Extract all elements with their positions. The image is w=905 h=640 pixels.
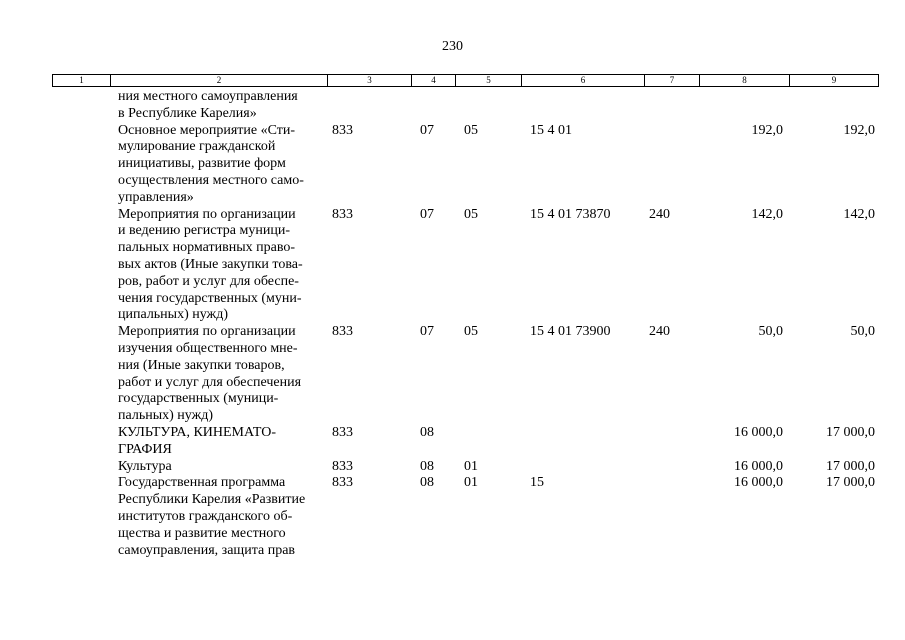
header-col-8: 8 [700,75,790,86]
table-body [52,89,879,559]
cell-c5: 01 [464,475,478,491]
row-name-line: ров, работ и услуг для обеспе- [118,273,299,289]
cell-c8: 16 000,0 [734,475,783,491]
table-row [52,89,879,123]
cell-c9: 17 000,0 [826,424,875,440]
cell-c6: 15 [530,475,544,491]
row-name [118,425,328,459]
cell-c3: 833 [332,122,353,138]
header-col-3: 3 [328,75,412,86]
row-name-line: Республики Карелия «Развитие [118,492,306,508]
cell-c4: 08 [420,475,434,491]
row-name-line: ния (Иные закупки товаров, [118,357,285,373]
page-number: 230 [442,39,463,54]
cell-c4: 08 [420,458,434,474]
row-name [118,475,328,559]
cell-c3: 833 [332,475,353,491]
cell-c9: 50,0 [850,324,875,340]
cell-c8: 50,0 [758,324,783,340]
row-name [118,324,328,425]
header-col-2: 2 [111,75,328,86]
header-col-9: 9 [831,75,837,85]
table-row [52,475,879,559]
cell-c3: 833 [332,324,353,340]
cell-c6: 15 4 01 [530,122,572,138]
cell-c3: 833 [332,206,353,222]
row-name [118,459,328,476]
cell-c7: 240 [649,206,670,222]
cell-c6: 15 4 01 73870 [530,206,611,222]
row-name-line: Мероприятия по организации [118,324,296,340]
cell-c4: 07 [420,122,434,138]
row-name-line: и ведению регистра муници- [118,223,290,239]
row-name-line: КУЛЬТУРА, КИНЕМАТО- [118,424,277,440]
row-name-line: осуществления местного само- [118,172,304,188]
cell-c5: 05 [464,122,478,138]
header-col-6: 6 [522,75,645,86]
cell-c9: 192,0 [843,122,875,138]
cell-c5: 01 [464,458,478,474]
cell-c9: 17 000,0 [826,458,875,474]
table-header-row [52,74,879,87]
table-row [52,459,879,476]
header-col-4: 4 [412,75,456,86]
cell-c9: 142,0 [843,206,875,222]
table-row [52,324,879,425]
row-name-line: вых актов (Иные закупки това- [118,256,303,272]
cell-c5: 05 [464,206,478,222]
header-col-7: 7 [645,75,700,86]
cell-c4: 08 [420,424,434,440]
row-name-line: пальных) нужд) [118,408,214,424]
cell-c8: 142,0 [751,206,783,222]
header-col-1: 1 [53,75,111,86]
row-name-line: Культура [118,458,172,474]
row-name-line: работ и услуг для обеспечения [118,374,302,390]
row-name-line: инициативы, развитие форм [118,156,286,172]
row-name-line: чения государственных (муни- [118,290,302,306]
cell-c4: 07 [420,206,434,222]
cell-c7: 240 [649,324,670,340]
header-col-5: 5 [456,75,522,86]
table-row [52,207,879,325]
table-row [52,123,879,207]
row-name-line: Мероприятия по организации [118,206,296,222]
row-name-line: изучения общественного мне- [118,340,298,356]
row-name-line: ципальных) нужд) [118,307,229,323]
row-name-line: в Республике Карелия» [118,105,257,121]
row-name-line: Основное мероприятие «Сти- [118,122,296,138]
row-name-line: Государственная программа [118,475,286,491]
cell-c8: 192,0 [751,122,783,138]
row-name [118,89,328,123]
cell-c3: 833 [332,458,353,474]
row-name-line: щества и развитие местного [118,525,286,541]
cell-c5: 05 [464,324,478,340]
cell-c6: 15 4 01 73900 [530,324,611,340]
cell-c9: 17 000,0 [826,475,875,491]
cell-c3: 833 [332,424,353,440]
row-name-line: самоуправления, защита прав [118,542,296,558]
row-name-line: мулирование гражданской [118,139,276,155]
cell-c4: 07 [420,324,434,340]
row-name-line: пальных нормативных право- [118,240,295,256]
row-name-line: ния местного самоуправления [118,89,298,104]
cell-c8: 16 000,0 [734,458,783,474]
table-row [52,425,879,459]
row-name-line: ГРАФИЯ [118,441,172,457]
row-name [118,207,328,325]
row-name-line: управления» [118,189,194,205]
row-name [118,123,328,207]
row-name-line: институтов гражданского об- [118,508,293,524]
row-name-line: государственных (муници- [118,391,279,407]
cell-c8: 16 000,0 [734,424,783,440]
